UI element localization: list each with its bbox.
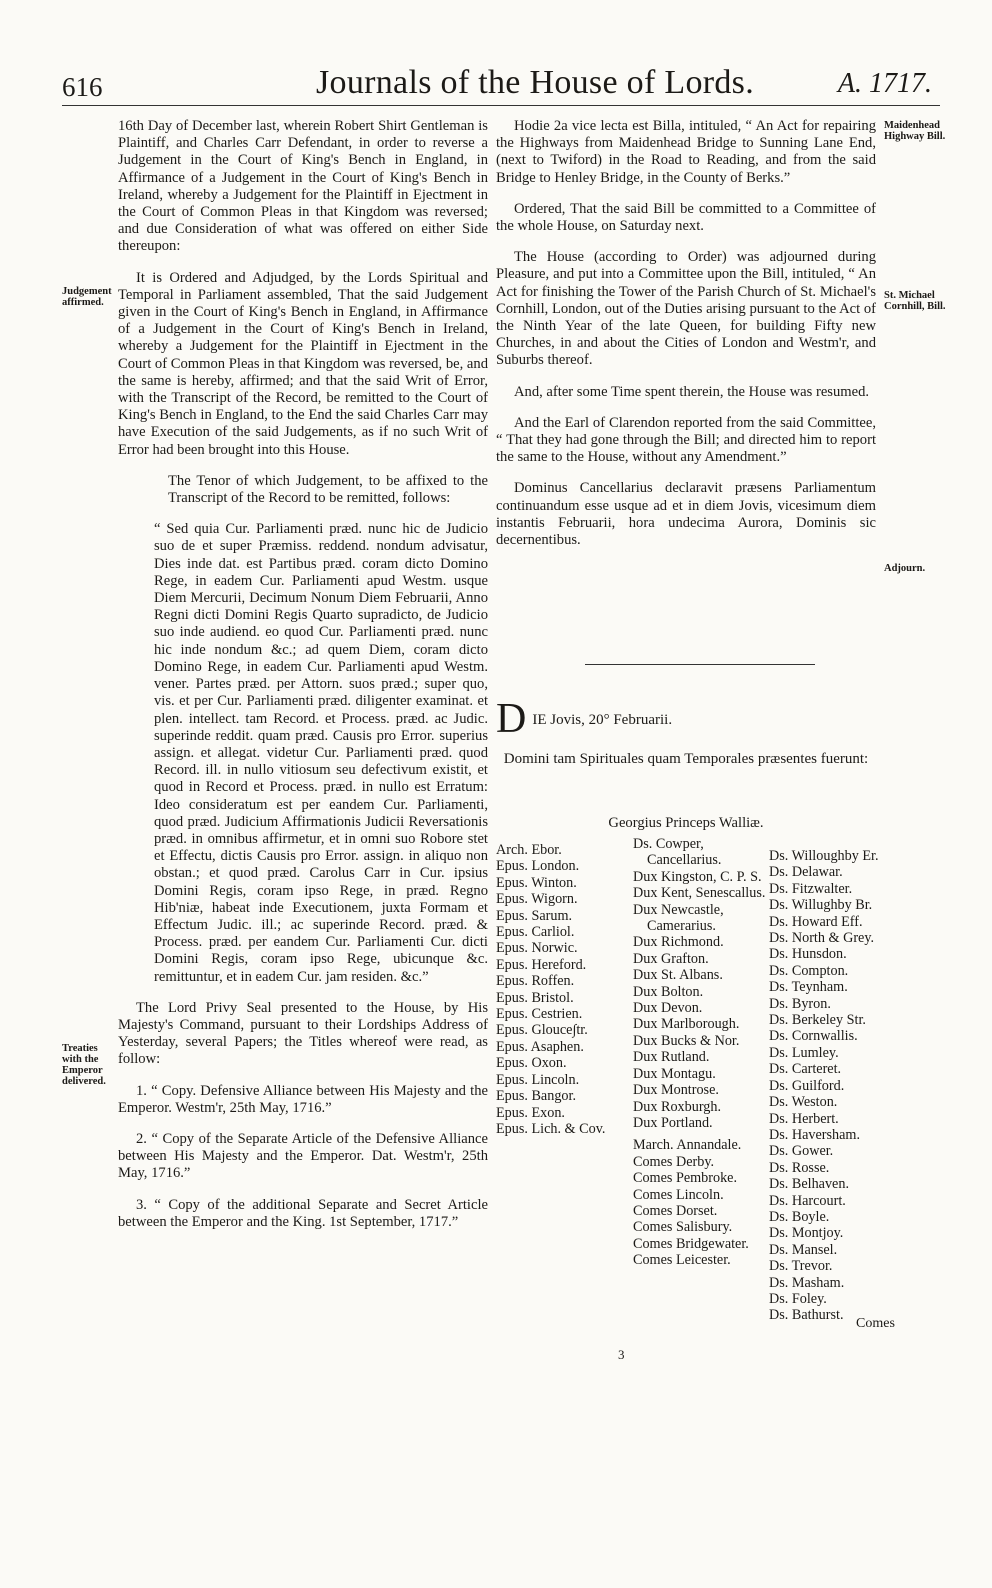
page-number: 616 — [62, 72, 103, 102]
list-item: Epus. Norwic. — [496, 940, 578, 957]
list-item: Ds. Montjoy. — [769, 1225, 844, 1242]
list-item: Ds. Howard Eff. — [769, 913, 863, 930]
list-item: Ds. Lumley. — [769, 1044, 839, 1061]
drop-cap: D — [496, 696, 527, 742]
left-paragraph-tenor: The Tenor of which Judgement, to be affixed to the Transcript of the Record to be remitted, follows: — [168, 472, 488, 507]
list-item: Ds. Foley. — [769, 1290, 827, 1307]
list-item: Dux Kent, Senescallus. — [633, 885, 766, 902]
list-item: Epus. Glouce∫tr. — [496, 1022, 588, 1039]
list-item: Ds. Carteret. — [769, 1061, 842, 1078]
list-item: Dux Richmond. — [633, 934, 724, 951]
list-item: Ds. Hunsdon. — [769, 946, 847, 963]
day-heading-text: IE Jovis, 20° Februarii. — [532, 712, 673, 728]
list-item: Comes Dorset. — [633, 1202, 718, 1219]
list-item: Ds. Harcourt. — [769, 1192, 846, 1209]
list-item: Epus. Sarum. — [496, 907, 573, 924]
margin-note-maidenhead: Maidenhead Highway Bill. — [884, 120, 946, 142]
page-year: A. 1717. — [837, 68, 932, 99]
list-item: Epus. Bangor. — [496, 1088, 576, 1105]
list-item: Comes Pembroke. — [633, 1170, 738, 1187]
right-paragraph-adjourn: Dominus Cancellarius declaravit præsens Parliamentum continuandum esse usque ad et in diem Jovis, vicesimum diem instantis Februarii, hora undecima Aurora, Dominis sic decernentibus. — [496, 480, 876, 549]
list-item: Dux Kingston, C. P. S. — [633, 868, 762, 885]
list-item: Dux Rutland. — [633, 1049, 710, 1066]
list-item: Dux Newcastle, Camerarius. — [633, 901, 724, 935]
left-paragraph-1: 16th Day of December last, wherein Robert Shirt Gentleman is Plaintiff, and Charles Carr Defendant, in order to reverse a Judgement in the Court of King's Bench in England, in Affirmance of a Judgement in the Court of King's Bench in Ireland, whereby a Judgement for the Plaintiff in Ejectment in the Court of Common Pleas in that Kingdom was reversed; and due Consideration of what was offered on either Side thereupon: — [118, 118, 488, 255]
list-item: Epus. Winton. — [496, 874, 577, 891]
list-item: Dux Marlborough. — [633, 1016, 740, 1033]
list-item: Ds. Compton. — [769, 962, 849, 979]
list-item: Ds. Cornwallis. — [769, 1028, 858, 1045]
list-item: Ds. Berkeley Str. — [769, 1012, 866, 1029]
list-item: Ds. Rosse. — [769, 1159, 830, 1176]
catchword: Comes — [856, 1316, 895, 1331]
list-item: Dux Grafton. — [633, 950, 709, 967]
list-item: Ds. Willoughby Er. — [769, 848, 879, 864]
list-item: Epus. Exon. — [496, 1104, 565, 1121]
left-paragraph-order: It is Ordered and Adjudged, by the Lords Spiritual and Temporal in Parliament assembled, That the said Judgement given in the Court of King's Bench in England, in Affirmance of a Judgement in the Court of King's Bench in Ireland, whereby a Judgement for the Plaintiff in Ejectment in the Court of Common Pleas in that Kingdom was reversed, be, and the same is hereby, affirmed; and that the said Writ of Error, with the Transcript of the Record, be remitted to the Court of King's Bench in England, to the End the said Charles Carr may have Execution of the said Judgements, as if no such Writ of Error had been brought into this House. — [118, 269, 488, 458]
margin-note-st-michael: St. Michael Cornhill, Bill. — [884, 290, 946, 312]
list-item: March. Annandale. — [633, 1137, 742, 1154]
list-item: Ds. North & Grey. — [769, 930, 875, 947]
list-item: Ds. Herbert. — [769, 1110, 839, 1127]
list-item: Comes Leicester. — [633, 1252, 731, 1269]
list-item: Epus. Wigorn. — [496, 891, 578, 908]
left-paragraph-privy-seal: The Lord Privy Seal presented to the House, by His Majesty's Command, pursuant to their Lordships Address of Yesterday, several Papers; the Titles whereof were read, as follow: — [118, 999, 488, 1068]
right-paragraph-report: And the Earl of Clarendon reported from the said Committee, “ That they had gone through the Bill; and directed him to report the same to the House, without any Amendment.” — [496, 414, 876, 466]
list-item: Comes Salisbury. — [633, 1219, 733, 1236]
paper-item-3: 3. “ Copy of the additional Separate and Secret Article between the Emperor and the King. 1st September, 1717.” — [118, 1196, 488, 1230]
list-item: Ds. Gower. — [769, 1143, 834, 1160]
list-item: Dux St. Albans. — [633, 967, 723, 984]
list-item: Epus. Lich. & Cov. — [496, 1120, 606, 1137]
list-item: Epus. Cestrien. — [496, 1006, 583, 1023]
paper-item-1: 1. “ Copy. Defensive Alliance between His Majesty and the Emperor. Westm'r, 25th May, 1716.” — [118, 1082, 488, 1116]
list-item: Epus. London. — [496, 858, 580, 875]
list-item: Dux Montagu. — [633, 1065, 716, 1082]
list-item: Dux Portland. — [633, 1114, 713, 1131]
list-item: Epus. Roffen. — [496, 973, 575, 990]
list-item: Ds. Mansel. — [769, 1241, 838, 1258]
list-item: Dux Montrose. — [633, 1082, 719, 1099]
list-item: Ds. Fitzwalter. — [769, 880, 853, 897]
list-item: Ds. Boyle. — [769, 1208, 830, 1225]
day-heading — [496, 696, 876, 742]
list-item: Ds. Masham. — [769, 1274, 845, 1291]
signature-mark: 3 — [618, 1347, 625, 1362]
list-item: Ds. Belhaven. — [769, 1176, 849, 1193]
list-item: Arch. Ebor. — [496, 842, 562, 858]
right-paragraph-resumed: And, after some Time spent therein, the House was resumed. — [514, 383, 870, 400]
header-rule — [62, 105, 940, 106]
list-item: Epus. Asaphen. — [496, 1038, 584, 1055]
latin-quotation: “ Sed quia Cur. Parliamenti præd. nunc hic de Judicio suo de et super Præmiss. reddend. nondum advisatur, Dies inde dat. est Partibus præd. coram dicto Domino Rege, in eadem Cur. Parliamenti apud Westm. usque Diem Mercurii, Decimum Nonum Diem Februarii, Anno Regni dicti Domini Regis Quarto supradicto, de Judicio suo inde audiend. eo quod Cur. Parliamenti præd. nunc hic inde nondum &c.; ad quem Diem, coram dicto Domino Rege, in eadem Cur. Parliamenti apud Westm. vener. Partes præd. per Attorn. suos præd.; super quo, vis. et per Cur. Parliamenti præd. diligenter examinat. et plen. intellect. tam Record. et Process. præd. ac Judic. superinde reddit. quam præd. Causis pro Error. superius assign. et allegat. videtur Cur. Parliamenti præd. quod Record. ill. in nullo vitiosum seu defectivum existit, et quod in Record et Process. præd. in nullo est Erratum: Ideo consideratum est per eandem Cur. Parliamenti, quod præd. Judicium Affirmationis Judicii Reversationis præd. in omnibus affirmetur, et in omni suo Robore stet et Effectu, dictis Causis pro Error. assign. in aliquo non obstan.; et quod præd. Carolus Carr in Cur. ipsius Domini Regis, coram ipso Rege, in præd. Regno Hib'niæ, habeat inde Executionem, juxta Formam et Effectum Judic. ill.; ac superinde Record. præd. & Process. præd. per eandem Cur. Parliamenti Cur. dicti Domini Regis, coram ipso Rege, ubicunque &c. remittuntur, et in eadem Cur. jam residen. &c.” — [154, 521, 488, 985]
list-item: Dux Roxburgh. — [633, 1098, 722, 1115]
list-item: Ds. Trevor. — [769, 1258, 833, 1275]
list-item: Ds. Willughby Br. — [769, 897, 873, 914]
margin-note-treaties: Treaties with the Emperor delivered. — [62, 1043, 106, 1087]
lords-list-spiritual — [496, 842, 631, 1137]
prince-line: Georgius Princeps Walliæ. — [608, 815, 764, 831]
list-item: Ds. Guilford. — [769, 1077, 845, 1094]
list-item: Ds. Byron. — [769, 995, 831, 1012]
list-item: Ds. Haversham. — [769, 1126, 861, 1143]
right-paragraph-bill: Hodie 2a vice lecta est Billa, intituled, “ An Act for repairing the Highways from Maidenhead Bridge to Sunning Lane End, (next to Twiford) in the Road to Reading, and from the said Bridge to Henley Bridge, in the County of Berks.” — [496, 118, 876, 186]
list-item: Ds. Cowper, Cancellarius. — [633, 836, 722, 869]
list-item: Ds. Teynham. — [769, 979, 848, 996]
list-item: Dux Devon. — [633, 1000, 703, 1017]
list-item: Dux Bolton. — [633, 983, 704, 1000]
right-column — [496, 118, 876, 549]
page-title: Journals of the House of Lords. — [316, 64, 755, 101]
margin-note-adjourn: Adjourn. — [884, 563, 926, 574]
list-item: Ds. Delawar. — [769, 864, 843, 881]
paper-item-2: 2. “ Copy of the Separate Article of the Defensive Alliance between His Majesty and the Emperor. Dat. Westm'r, 25th May, 1716.” — [118, 1130, 488, 1182]
lords-list-barons — [769, 848, 899, 1324]
list-item: Epus. Bristol. — [496, 989, 574, 1006]
list-item: Comes Lincoln. — [633, 1186, 724, 1203]
list-item: Ds. Bathurst. — [769, 1307, 844, 1324]
list-item: Ds. Weston. — [769, 1094, 838, 1111]
list-item: Comes Bridgewater. — [633, 1235, 749, 1252]
list-item: Epus. Carliol. — [496, 924, 575, 941]
list-item: Epus. Oxon. — [496, 1055, 567, 1072]
left-column — [118, 118, 488, 1231]
list-item: Dux Bucks & Nor. — [633, 1032, 740, 1049]
right-paragraph-committee: The House (according to Order) was adjourned during Pleasure, and put into a Committee upon the Bill, intituled, “ An Act for finishing the Tower of the Parish Church of St. Michael's Cornhill, London, out of the Duties arising pursuant to the Act of the Ninth Year of the late Queen, for building Fifty new Churches, in and about the Cities of London and Westm'r, and Suburbs thereof. — [496, 249, 876, 369]
present-heading: Domini tam Spirituales quam Temporales præsentes fuerunt: — [503, 751, 869, 767]
lords-list-dukes-earls — [633, 836, 768, 1269]
list-item: Comes Derby. — [633, 1153, 715, 1170]
list-item: Epus. Lincoln. — [496, 1071, 580, 1088]
section-divider — [585, 664, 815, 665]
margin-note-judgement: Judgement affirmed. — [62, 286, 112, 308]
right-paragraph-ordered: Ordered, That the said Bill be committed to a Committee of the whole House, on Saturday next. — [496, 200, 876, 235]
list-item: Epus. Hereford. — [496, 956, 587, 973]
page-header — [62, 58, 932, 104]
